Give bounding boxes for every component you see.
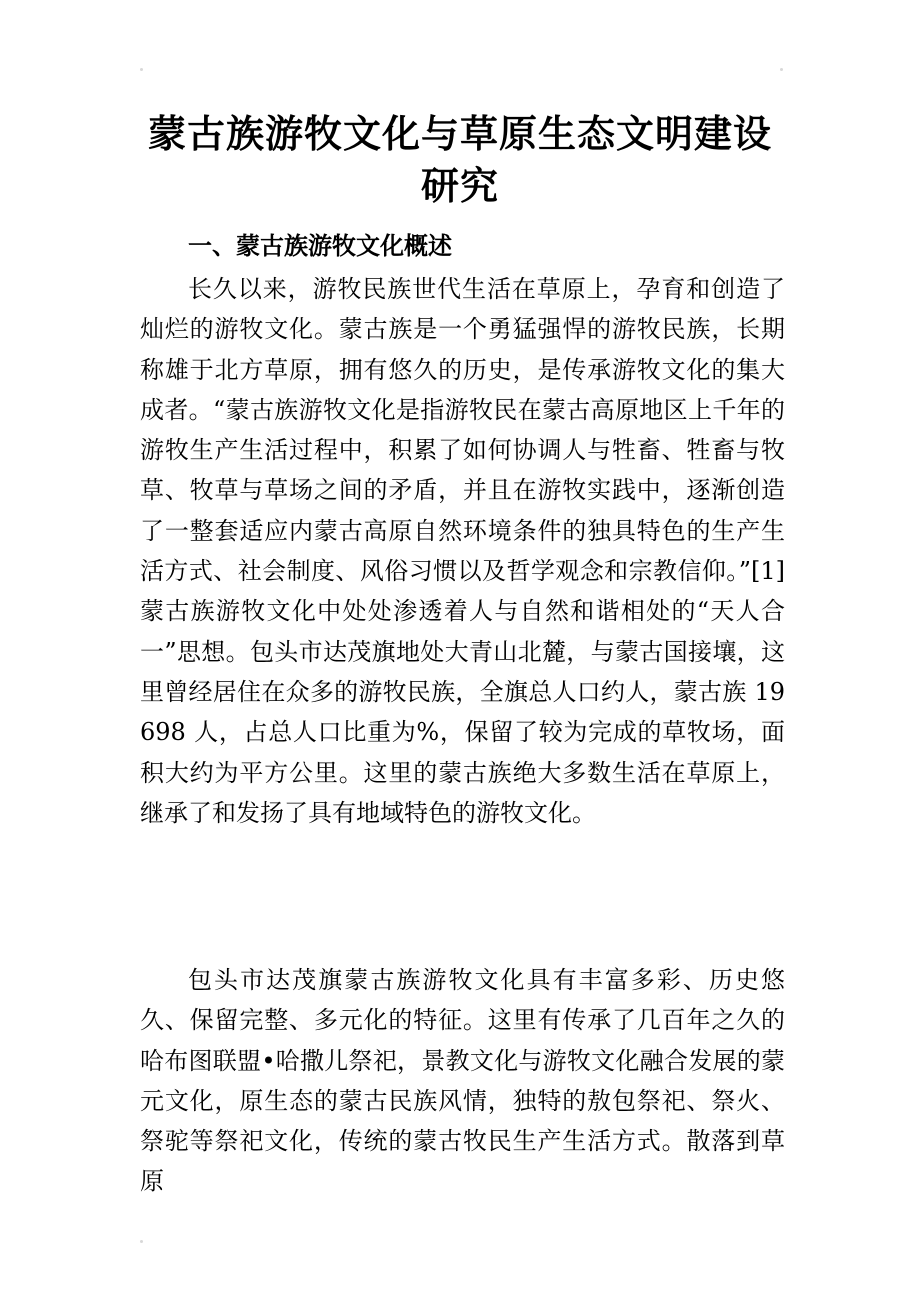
document-title: 蒙古族游牧文化与草原生态文明建设研究 xyxy=(147,111,772,208)
page-corner-mark-top-left xyxy=(140,68,143,71)
section-heading: 一、蒙古族游牧文化概述 xyxy=(188,231,452,260)
page-corner-mark-top-right xyxy=(780,68,783,71)
body-paragraph: 包头市达茂旗蒙古族游牧文化具有丰富多彩、历史悠久、保留完整、多元化的特征。这里有传承了几百年之久的哈布图联盟•哈撒儿祭祀，景教文化与游牧文化融合发展的蒙元文化，原生态的蒙古民族风情，独特的敖包祭祀、祭火、祭驼等祭祀文化，传统的蒙古牧民生产生活方式。散落到草原 xyxy=(140,966,785,1196)
page-corner-mark-bottom-left xyxy=(140,1240,143,1243)
body-paragraph: 长久以来，游牧民族世代生活在草原上，孕育和创造了灿烂的游牧文化。蒙古族是一个勇猛强悍的游牧民族，长期称雄于北方草原，拥有悠久的历史，是传承游牧文化的集大成者。“蒙古族游牧文化是指游牧民在蒙古高原地区上千年的游牧生产生活过程中，积累了如何协调人与牲畜、牲畜与牧草、牧草与草场之间的矛盾，并且在游牧实践中，逐渐创造了一整套适应内蒙古高原自然环境条件的独具特色的生产生活方式、社会制度、风俗习惯以及哲学观念和宗教信仰。”[1]蒙古族游牧文化中处处渗透着人与自然和谐相处的“天人合一”思想。包头市达茂旗地处大青山北麓，与蒙古国接壤，这里曾经居住在众多的游牧民族，全旗总人口约人，蒙古族 19698 人，占总人口比重为%，保留了较为完成的草牧场，面积大约为平方公里。这里的蒙古族绝大多数生活在草原上，继承了和发扬了具有地域特色的游牧文化。 xyxy=(140,275,785,827)
